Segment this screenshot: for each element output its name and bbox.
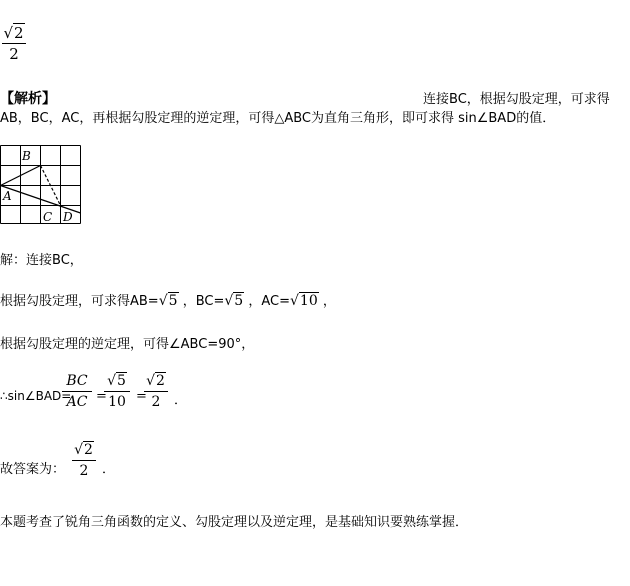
- analysis-tag: 【解析】: [0, 91, 56, 107]
- final-answer-fraction: √2 2: [72, 441, 96, 480]
- label-d: D: [63, 210, 73, 224]
- analysis-line2: AB，BC，AC，再根据勾股定理的逆定理，可得△ABC为直角三角形，即可求得 sin∠BAD的值．: [0, 111, 556, 126]
- ac-radicand: 10: [299, 293, 318, 309]
- bc-radicand: 5: [234, 293, 244, 309]
- solution-line4-prefix: ∴sin∠BAD=: [0, 389, 72, 403]
- label-a: A: [3, 189, 12, 203]
- fraction-bc-ac: BC AC: [62, 372, 92, 411]
- solution-line3: 根据勾股定理的逆定理，可得∠ABC=90°，: [0, 337, 255, 352]
- top-answer-fraction: [2, 24, 26, 63]
- solution-line2: 根据勾股定理，可求得AB=√5 ，BC=√5 ，AC=√10 ，: [0, 293, 336, 309]
- top-answer-denominator: 2: [9, 45, 19, 63]
- grid-figure: [0, 145, 82, 227]
- equals-sign-2: =: [136, 389, 147, 404]
- fraction-root2-2: √2 2: [144, 372, 168, 411]
- solution-period: ．: [174, 393, 188, 408]
- summary-text: 本题考查了锐角三角函数的定义、勾股定理以及逆定理，是基础知识要熟练掌握．: [0, 515, 469, 530]
- solution-line1: 解：连接BC，: [0, 253, 83, 268]
- final-answer-prefix: 故答案为：: [0, 462, 66, 477]
- final-answer-period: ．: [102, 462, 116, 477]
- ab-radicand: 5: [168, 293, 178, 309]
- equals-sign-1: =: [96, 389, 107, 404]
- top-answer-numerator: 2: [14, 24, 24, 42]
- fraction-root5-root10: √5 10: [104, 372, 130, 411]
- analysis-line1: 连接BC，根据勾股定理，可求得: [423, 92, 610, 107]
- sqrt-symbol: √: [3, 24, 13, 42]
- label-c: C: [43, 210, 53, 224]
- label-b: B: [22, 149, 31, 163]
